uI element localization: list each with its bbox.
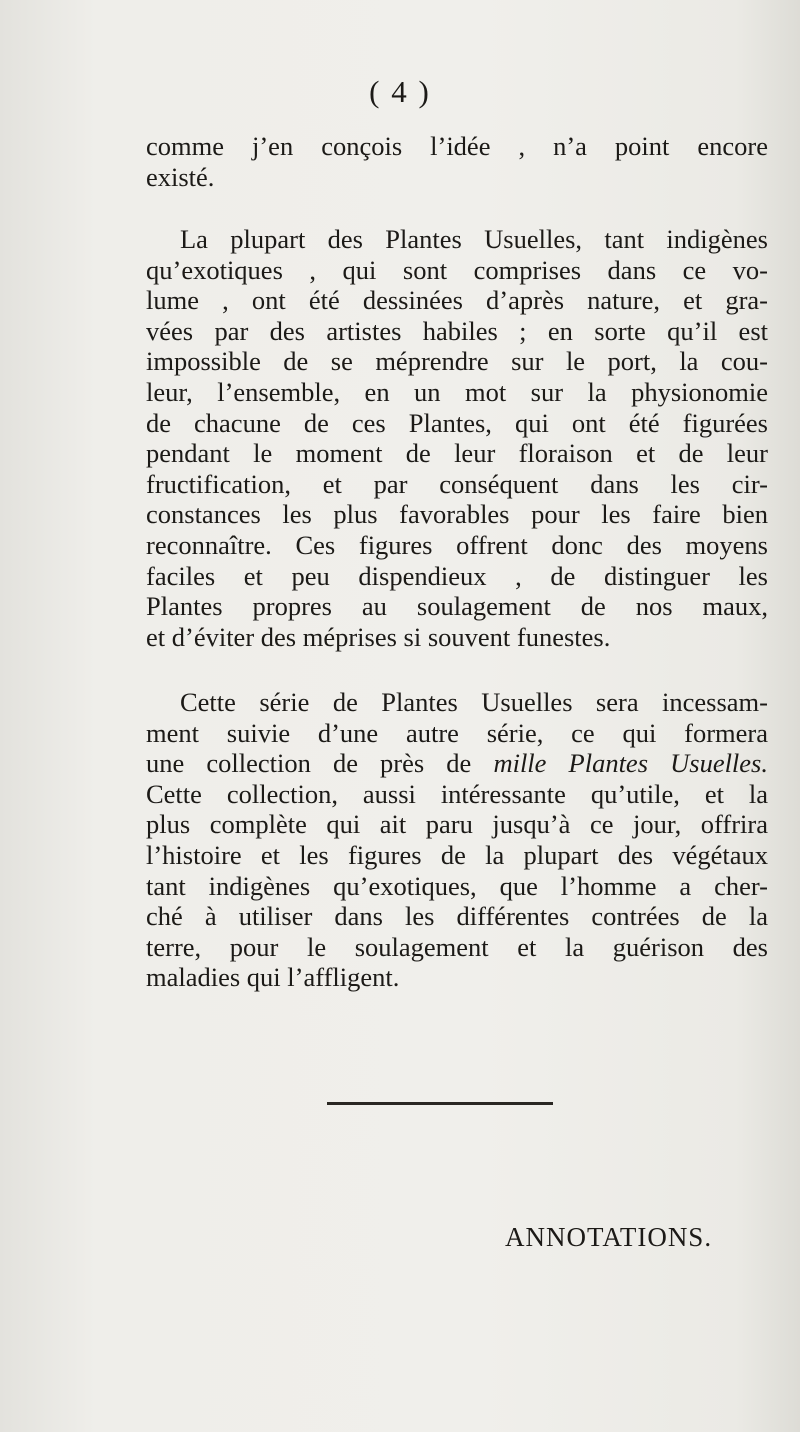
text-line: et d’éviter des méprises si souvent funestes. — [146, 621, 611, 652]
text-line: lume , ont été dessinées d’après nature, et gra- — [146, 285, 768, 316]
text-line: reconnaître. Ces figures offrent donc des moyens — [146, 529, 768, 560]
text-line: vées par des artistes habiles ; en sorte qu’il est — [146, 315, 768, 346]
paragraph-2 — [146, 224, 768, 652]
text-line: pendant le moment de leur floraison et de leur — [146, 438, 768, 469]
text-line: La plupart des Plantes Usuelles, tant indigènes — [180, 224, 768, 254]
text-line: leur, l’ensemble, en un mot sur la physionomie — [146, 376, 768, 407]
text-line: plus complète qui ait paru jusqu’à ce jour, offrira — [146, 809, 768, 840]
text-line: existé. — [146, 161, 215, 192]
text-line-with-italic — [146, 748, 768, 779]
italic-title: mille Plantes Usuelles. — [493, 748, 768, 779]
section-divider — [327, 1102, 553, 1105]
text-segment: une collection de près de — [146, 748, 472, 779]
text-line: impossible de se méprendre sur le port, la cou- — [146, 346, 768, 377]
text-line: qu’exotiques , qui sont comprises dans ce vo- — [146, 254, 768, 285]
section-heading: ANNOTATIONS. — [505, 1222, 713, 1252]
text-line: ment suivie d’une autre série, ce qui formera — [146, 717, 768, 748]
text-line: tant indigènes qu’exotiques, que l’homme a cher- — [146, 870, 768, 901]
paragraph-3 — [146, 687, 768, 993]
text-line: Cette série de Plantes Usuelles sera incessam- — [180, 687, 768, 717]
text-line: de chacune de ces Plantes, qui ont été figurées — [146, 407, 768, 438]
text-line: comme j’en conçois l’idée , n’a point encore — [146, 131, 768, 161]
text-line: constances les plus favorables pour les faire bien — [146, 499, 768, 530]
text-line: terre, pour le soulagement et la guérison des — [146, 931, 768, 962]
text-line: Plantes propres au soulagement de nos maux, — [146, 591, 768, 622]
text-line: ché à utiliser dans les différentes contrées de la — [146, 901, 768, 932]
text-line: fructification, et par conséquent dans les cir- — [146, 468, 768, 499]
text-line: maladies qui l’affligent. — [146, 962, 400, 993]
text-line: faciles et peu dispendieux , de distinguer les — [146, 560, 768, 591]
text-line: Cette collection, aussi intéressante qu’utile, et la — [146, 778, 768, 809]
page-number: ( 4 ) — [369, 74, 431, 109]
text-line: l’histoire et les figures de la plupart des végétaux — [146, 839, 768, 870]
paragraph-1 — [146, 131, 768, 192]
